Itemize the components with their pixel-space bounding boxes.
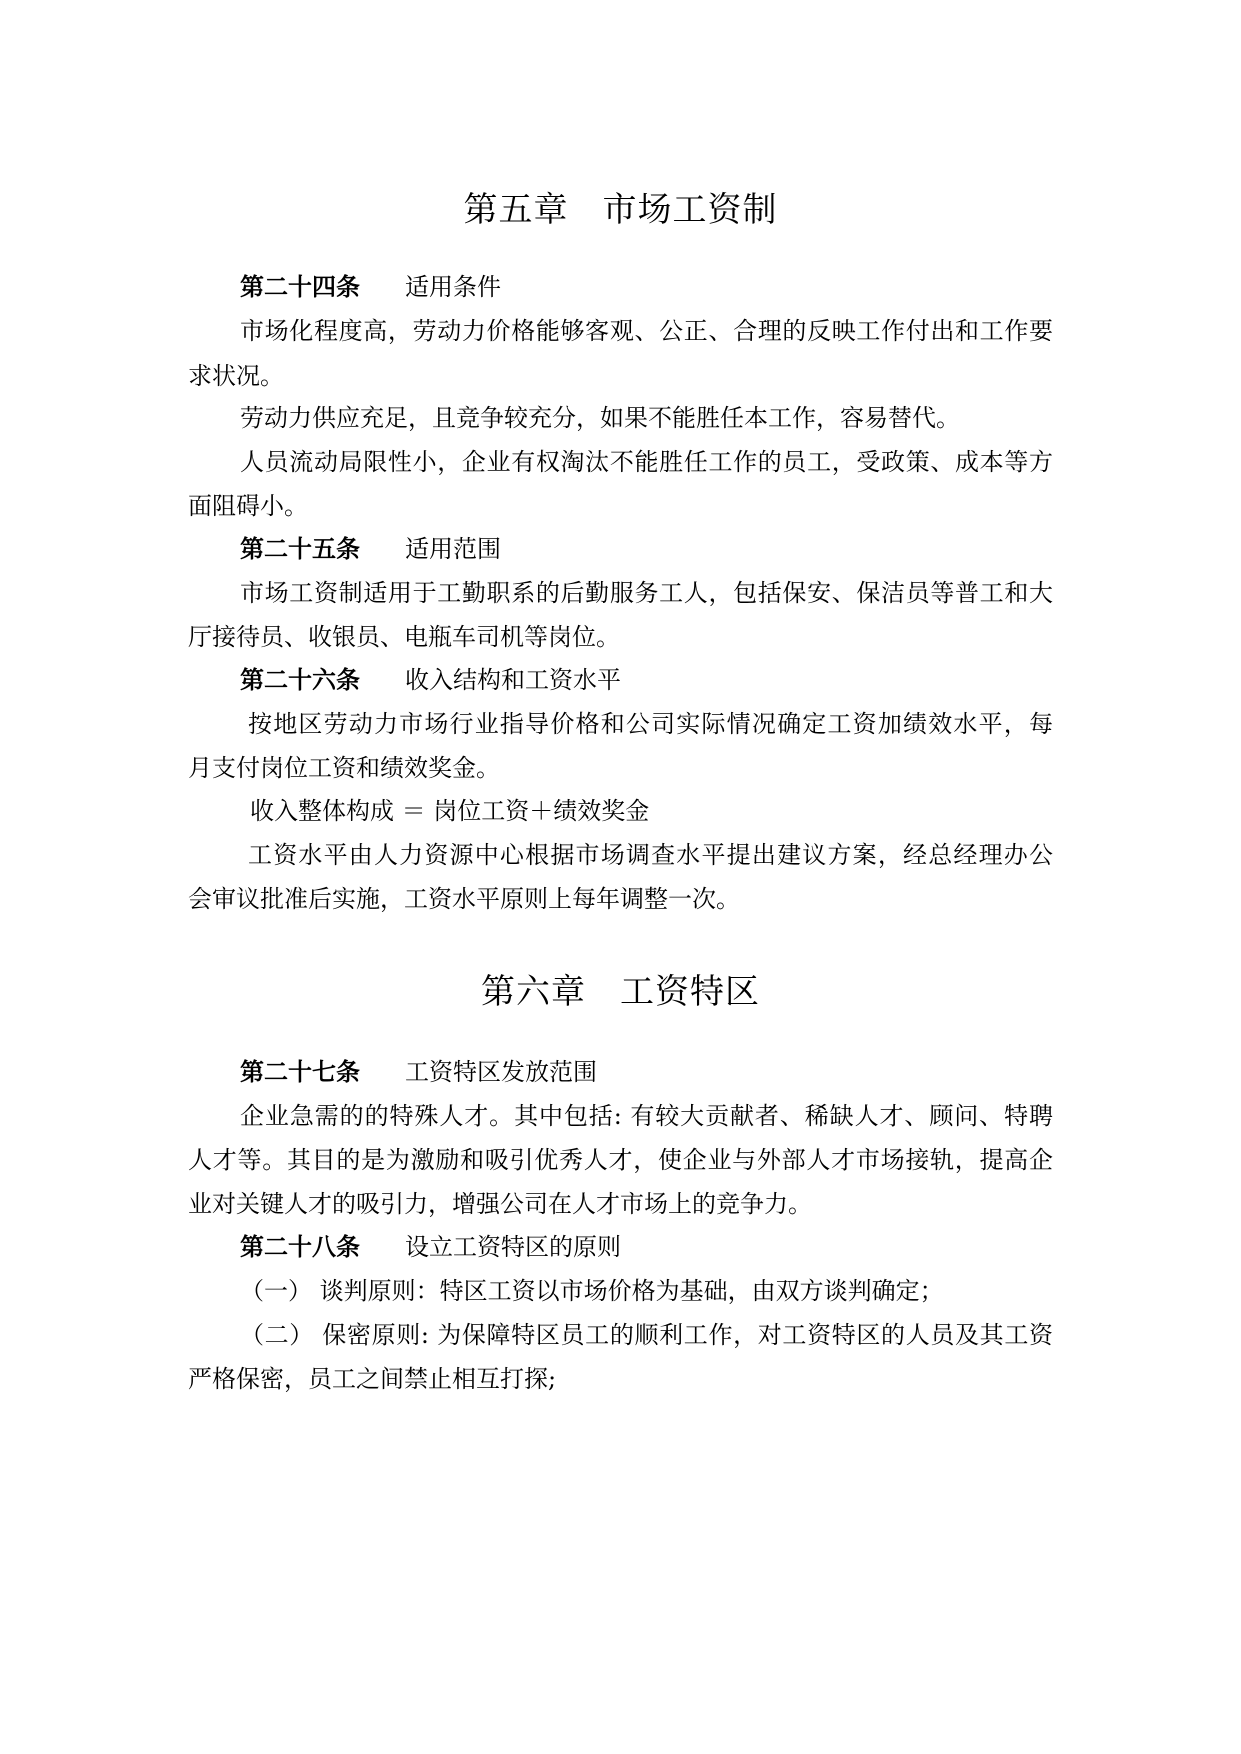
text-line: 市场化程度高，劳动力价格能够客观、公正、合理的反映工作付出和工作要	[240, 317, 1053, 345]
article-24-heading	[188, 272, 1053, 302]
article-27-title: 工资特区发放范围	[405, 1058, 597, 1086]
article-28-heading	[188, 1232, 1053, 1262]
article-25-heading	[188, 534, 1053, 564]
article-24-para-3	[188, 447, 1053, 477]
article-28-item-2	[188, 1320, 1053, 1350]
text-line: （一） 谈判原则：特区工资以市场价格为基础，由双方谈判确定；	[240, 1277, 944, 1305]
article-26-para-2	[188, 840, 1053, 870]
article-26-para-2-cont	[188, 884, 1053, 914]
article-25-para-1	[188, 578, 1053, 608]
text-line: 人才等。其目的是为激励和吸引优秀人才，使企业与外部人才市场接轨，提高企	[188, 1146, 1053, 1174]
text-line: 按地区劳动力市场行业指导价格和公司实际情况确定工资加绩效水平，每	[248, 710, 1053, 738]
text-line: 企业急需的的特殊人才。其中包括: 有较大贡献者、稀缺人才、顾问、特聘	[240, 1102, 1053, 1130]
article-28-item-1	[188, 1276, 1053, 1306]
article-24-title: 适用条件	[405, 273, 501, 301]
article-26-heading	[188, 665, 1053, 695]
article-27-heading	[188, 1057, 1053, 1087]
article-28-item-2-cont	[188, 1364, 1053, 1394]
article-24-para-2	[188, 403, 1053, 433]
article-28-number: 第二十八条	[240, 1232, 360, 1261]
chapter-5-heading	[0, 190, 1241, 231]
article-24-para-3-cont	[188, 491, 1053, 521]
article-25-title: 适用范围	[405, 535, 501, 563]
text-line: 工资水平由人力资源中心根据市场调查水平提出建议方案，经总经理办公	[248, 841, 1053, 869]
chapter-6-heading	[0, 972, 1241, 1013]
text-line: 业对关键人才的吸引力，增强公司在人才市场上的竞争力。	[188, 1190, 812, 1218]
article-27-para-1-cont2	[188, 1189, 1053, 1219]
article-27-number: 第二十七条	[240, 1057, 360, 1086]
text-line: 求状况。	[188, 362, 284, 390]
article-25-number: 第二十五条	[240, 534, 360, 563]
article-27-para-1-cont	[188, 1145, 1053, 1175]
article-26-number: 第二十六条	[240, 665, 360, 694]
text-line: 严格保密，员工之间禁止相互打探;	[188, 1365, 557, 1393]
article-26-formula	[188, 796, 1053, 826]
article-26-para-1	[188, 709, 1053, 739]
chapter-6-title: 工资特区	[620, 972, 760, 1012]
chapter-5-label: 第五章	[463, 190, 569, 230]
text-line: 收入整体构成 ＝ 岗位工资＋绩效奖金	[250, 797, 650, 825]
article-25-para-1-cont	[188, 622, 1053, 652]
text-line: 市场工资制适用于工勤职系的后勤服务工人，包括保安、保洁员等普工和大	[240, 579, 1053, 607]
article-28-title: 设立工资特区的原则	[405, 1233, 621, 1261]
text-line: 会审议批准后实施，工资水平原则上每年调整一次。	[188, 885, 740, 913]
text-line: 面阻碍小。	[188, 492, 308, 520]
article-24-para-1	[188, 316, 1053, 346]
chapter-5-title: 市场工资制	[602, 190, 778, 230]
text-line: 厅接待员、收银员、电瓶车司机等岗位。	[188, 623, 620, 651]
article-24-number: 第二十四条	[240, 272, 360, 301]
chapter-6-label: 第六章	[481, 972, 586, 1012]
article-27-para-1	[188, 1101, 1053, 1131]
article-26-title: 收入结构和工资水平	[405, 666, 621, 694]
text-line: 人员流动局限性小，企业有权淘汰不能胜任工作的员工，受政策、成本等方	[240, 448, 1053, 476]
article-24-para-1-cont	[188, 361, 1053, 391]
text-line: 劳动力供应充足，且竞争较充分，如果不能胜任本工作，容易替代。	[240, 404, 960, 432]
article-26-para-1-cont	[188, 753, 1053, 783]
text-line: （二） 保密原则: 为保障特区员工的顺利工作，对工资特区的人员及其工资	[240, 1321, 1053, 1349]
text-line: 月支付岗位工资和绩效奖金。	[188, 754, 500, 782]
